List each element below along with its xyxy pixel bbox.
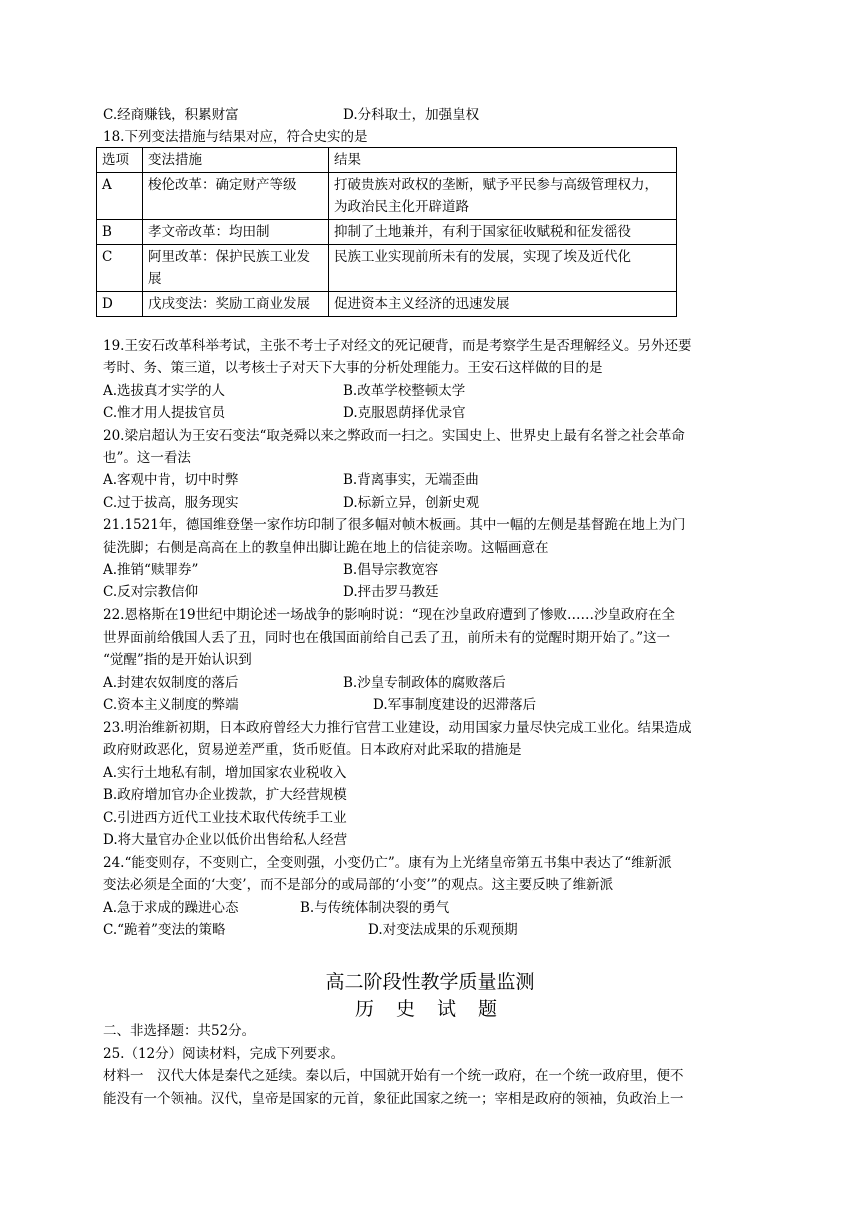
q20-stem-line-1: 20.梁启超认为王安石变法“取尧舜以来之弊政而一扫之。实国史上、世界史上最有名誉之社会革命 bbox=[103, 428, 685, 444]
q22-stem-line-1: 22.恩格斯在19世纪中期论述一场战争的影响时说：“现在沙皇政府遭到了惨败……沙皇政府在全 bbox=[103, 607, 676, 623]
q24-option-b: B.与传统体制决裂的勇气 bbox=[300, 900, 450, 916]
q20-option-a: A.客观中肯，切中时弊 bbox=[103, 472, 239, 488]
table-cell: 打破贵族对政权的垄断，赋予平民参与高级管理权力，为政治民主化开辟道路 bbox=[329, 173, 677, 220]
q18-stem: 18.下列变法措施与结果对应，符合史实的是 bbox=[103, 129, 368, 145]
q20-option-b: B.背离事实，无端歪曲 bbox=[343, 472, 479, 488]
q21-stem-line-1: 21.1521年，德国维登堡一家作坊印制了很多幅对帧木板画。其中一幅的左侧是基督跪在地上为门 bbox=[103, 517, 686, 533]
table-cell: 民族工业实现前所未有的发展，实现了埃及近代化 bbox=[329, 245, 677, 292]
q23-option-a: A.实行土地私有制，增加国家农业税收入 bbox=[103, 765, 347, 781]
table-cell: D bbox=[97, 292, 143, 317]
q25-material-line-1: 材料一 汉代大体是秦代之延续。秦以后，中国就开始有一个统一政府，在一个统一政府里，便不 bbox=[103, 1068, 684, 1084]
table-header-cell: 结果 bbox=[329, 148, 677, 173]
q24-option-d: D.对变法成果的乐观预期 bbox=[368, 922, 518, 938]
q22-option-c: C.资本主义制度的弊端 bbox=[103, 697, 239, 713]
q21-option-a: A.推销“赎罪券” bbox=[103, 562, 199, 578]
section2-heading: 二、非选择题：共52分。 bbox=[103, 1023, 256, 1039]
q23-stem-line-1: 23.明治维新初期，日本政府曾经大力推行官营工业建设，动用国家力量尽快完成工业化。结果造成 bbox=[103, 720, 692, 736]
q17-option-d: D.分科取士，加强皇权 bbox=[343, 107, 480, 123]
q25-stem: 25.（12分）阅读材料，完成下列要求。 bbox=[103, 1046, 345, 1062]
table-cell: A bbox=[97, 173, 143, 220]
q18-table bbox=[96, 147, 677, 317]
table-header-row bbox=[97, 148, 677, 173]
q19-option-d: D.克服恩荫择优录官 bbox=[343, 405, 466, 421]
q22-option-d: D.军事制度建设的迟滞落后 bbox=[373, 697, 537, 713]
q23-option-c: C.引进西方近代工业技术取代传统手工业 bbox=[103, 810, 347, 826]
q22-option-b: B.沙皇专制政体的腐败落后 bbox=[343, 675, 506, 691]
q19-option-c: C.惟才用人提拔官员 bbox=[103, 405, 226, 421]
table-cell: 抑制了土地兼并，有利于国家征收赋税和征发徭役 bbox=[329, 220, 677, 245]
table-cell: B bbox=[97, 220, 143, 245]
q24-stem-line-1: 24.“能变则存，不变则亡，全变则强，小变仍亡”。康有为上光绪皇帝第五书集中表达了“维新派 bbox=[103, 855, 672, 871]
table-row bbox=[97, 292, 677, 317]
q19-stem-line-1: 19.王安石改革科举考试，主张不考士子对经文的死记硬背，而是考察学生是否理解经义。另外还要 bbox=[103, 338, 692, 354]
q22-option-a: A.封建农奴制度的落后 bbox=[103, 675, 239, 691]
q21-option-d: D.抨击罗马教廷 bbox=[343, 584, 439, 600]
table-row bbox=[97, 245, 677, 292]
table-cell: 孝文帝改革：均田制 bbox=[143, 220, 329, 245]
table-cell: C bbox=[97, 245, 143, 292]
table-header-cell: 选项 bbox=[97, 148, 143, 173]
table-cell: 阿里改革：保护民族工业发展 bbox=[143, 245, 329, 292]
q19-stem-line-2: 考时、务、策三道，以考核士子对天下大事的分析处理能力。王安石这样做的目的是 bbox=[103, 360, 603, 376]
q23-option-b: B.政府增加官办企业拨款，扩大经营规模 bbox=[103, 787, 347, 803]
q21-stem-line-2: 徒洗脚；右侧是高高在上的教皇伸出脚让跪在地上的信徒亲吻。这幅画意在 bbox=[103, 540, 549, 556]
table-cell: 戊戌变法：奖励工商业发展 bbox=[143, 292, 329, 317]
q20-stem-line-2: 也”。这一看法 bbox=[103, 450, 191, 466]
q20-option-c: C.过于拔高，服务现实 bbox=[103, 495, 239, 511]
q19-option-a: A.选拔真才实学的人 bbox=[103, 383, 226, 399]
table-header-cell: 变法措施 bbox=[143, 148, 329, 173]
exam-title: 高二阶段性教学质量监测 bbox=[325, 971, 535, 993]
exam-subtitle: 历 史 试 题 bbox=[354, 998, 506, 1020]
q24-option-a: A.急于求成的躁进心态 bbox=[103, 900, 239, 916]
q24-stem-line-2: 变法必须是全面的‘大变’，而不是部分的或局部的‘小变’”的观点。这主要反映了维新派 bbox=[103, 877, 614, 893]
q23-option-d: D.将大量官办企业以低价出售给私人经营 bbox=[103, 832, 348, 848]
q20-option-d: D.标新立异，创新史观 bbox=[343, 495, 480, 511]
q23-stem-line-2: 政府财政恶化，贸易逆差严重，货币贬值。日本政府对此采取的措施是 bbox=[103, 742, 522, 758]
q17-option-c: C.经商赚钱，积累财富 bbox=[103, 107, 239, 123]
q21-option-c: C.反对宗教信仰 bbox=[103, 584, 199, 600]
table-row bbox=[97, 173, 677, 220]
q22-stem-line-3: “觉醒”指的是开始认识到 bbox=[103, 652, 252, 668]
q22-stem-line-2: 世界面前给俄国人丢了丑，同时也在俄国面前给自己丢了丑，前所未有的觉醒时期开始了。”这一 bbox=[103, 630, 671, 646]
q21-option-b: B.倡导宗教宽容 bbox=[343, 562, 439, 578]
table-cell: 梭伦改革：确定财产等级 bbox=[143, 173, 329, 220]
q24-option-c: C.“跪着”变法的策略 bbox=[103, 922, 226, 938]
table-cell: 促进资本主义经济的迅速发展 bbox=[329, 292, 677, 317]
table-row bbox=[97, 220, 677, 245]
q25-material-line-2: 能没有一个领袖。汉代，皇帝是国家的元首，象征此国家之统一；宰相是政府的领袖，负政治上一 bbox=[103, 1091, 684, 1107]
q19-option-b: B.改革学校整顿太学 bbox=[343, 383, 466, 399]
